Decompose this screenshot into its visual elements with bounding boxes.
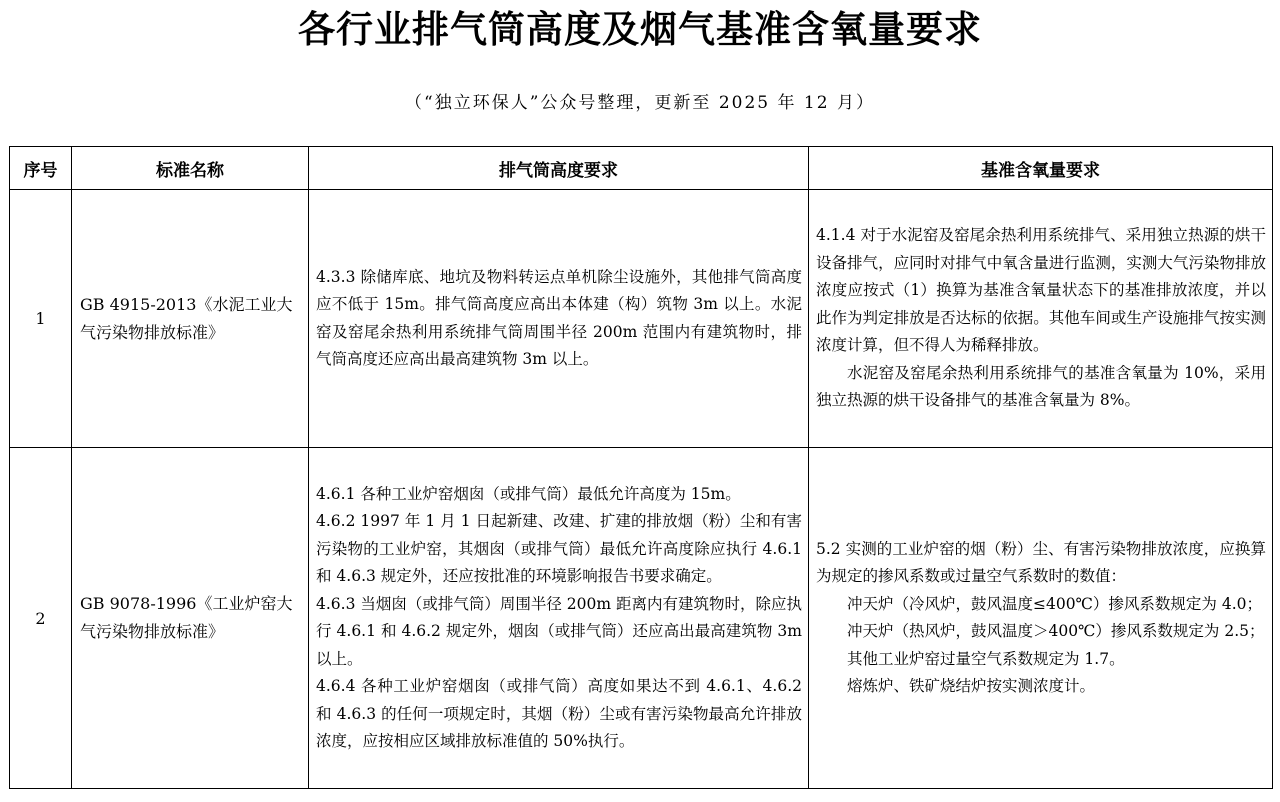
oxygen-requirement	[809, 190, 1273, 448]
height-clause: 4.6.1 各种工业炉窑烟囱（或排气筒）最低允许高度为 15m。	[316, 484, 741, 503]
oxygen-requirement	[809, 448, 1273, 789]
standard-name: GB 4915-2013《水泥工业大气污染物排放标准》	[72, 190, 309, 448]
header-num: 序号	[10, 147, 72, 190]
height-clause: 4.6.4 各种工业炉窑烟囱（或排气筒）高度如果达不到 4.6.1、4.6.2 和 4.6.3 的任何一项规定时，其烟（粉）尘或有害污染物最高允许排放浓度，应按相应区域排放标准值的 50%执行。	[316, 677, 802, 750]
document-title: 各行业排气筒高度及烟气基准含氧量要求	[298, 8, 982, 51]
header-name: 标准名称	[72, 147, 309, 190]
standard-name: GB 9078-1996《工业炉窑大气污染物排放标准》	[72, 448, 309, 789]
oxygen-clause: 熔炼炉、铁矿烧结炉按实测浓度计。	[847, 677, 1096, 695]
header-oxygen: 基准含氧量要求	[809, 147, 1273, 190]
table-row	[10, 190, 1273, 448]
height-requirement	[309, 448, 809, 789]
oxygen-clause: 5.2 实测的工业炉窑的烟（粉）尘、有害污染物排放浓度，应换算为规定的掺风系数或过量空气系数时的数值：	[816, 539, 1266, 585]
table-header-row	[10, 147, 1273, 190]
document-subtitle: （“独立环保人”公众号整理，更新至 2025 年 12 月）	[405, 93, 875, 113]
oxygen-clause: 其他工业炉窑过量空气系数规定为 1.7。	[847, 649, 1125, 668]
row-num: 1	[10, 190, 72, 448]
oxygen-clause: 冲天炉（热风炉，鼓风温度＞400℃）掺风系数规定为 2.5；	[847, 622, 1265, 640]
height-clause: 4.6.3 当烟囱（或排气筒）周围半径 200m 距离内有建筑物时，除应执行 4.6.1 和 4.6.2 规定外，烟囱（或排气筒）还应高出最高建筑物 3m 以上。	[316, 594, 803, 668]
height-clause: 4.3.3 除储库底、地坑及物料转运点单机除尘设施外，其他排气筒高度应不低于 15m。排气筒高度应高出本体建（构）筑物 3m 以上。水泥窑及窑尾余热利用系统排气筒周围半径 200m 范围内有建筑物时，排气筒高度还应高出最高建筑物 3m 以上。	[316, 267, 802, 368]
oxygen-clause: 冲天炉（冷风炉，鼓风温度≤400℃）掺风系数规定为 4.0；	[847, 594, 1262, 613]
oxygen-clause: 水泥窑及窑尾余热利用系统排气的基准含氧量为 10%，采用独立热源的烘干设备排气的基准含氧量为 8%。	[816, 363, 1266, 410]
table-row	[10, 448, 1273, 789]
height-clause: 4.6.2 1997 年 1 月 1 日起新建、改建、扩建的排放烟（粉）尘和有害污染物的工业炉窑，其烟囱（或排气筒）最低允许高度除应执行 4.6.1 和 4.6.3 规定外，还应按批准的环境影响报告书要求确定。	[316, 512, 802, 585]
header-height: 排气筒高度要求	[309, 147, 809, 190]
oxygen-clause: 4.1.4 对于水泥窑及窑尾余热利用系统排气、采用独立热源的烘干设备排气，应同时对排气中氧含量进行监测，实测大气污染物排放浓度应按式（1）换算为基准含氧量状态下的基准排放浓度，并以此作为判定排放是否达标的依据。其他车间或生产设施排气按实测浓度计算，但不得人为稀释排放。	[816, 226, 1266, 355]
height-requirement	[309, 190, 809, 448]
row-num: 2	[10, 448, 72, 789]
standards-table	[9, 146, 1273, 789]
